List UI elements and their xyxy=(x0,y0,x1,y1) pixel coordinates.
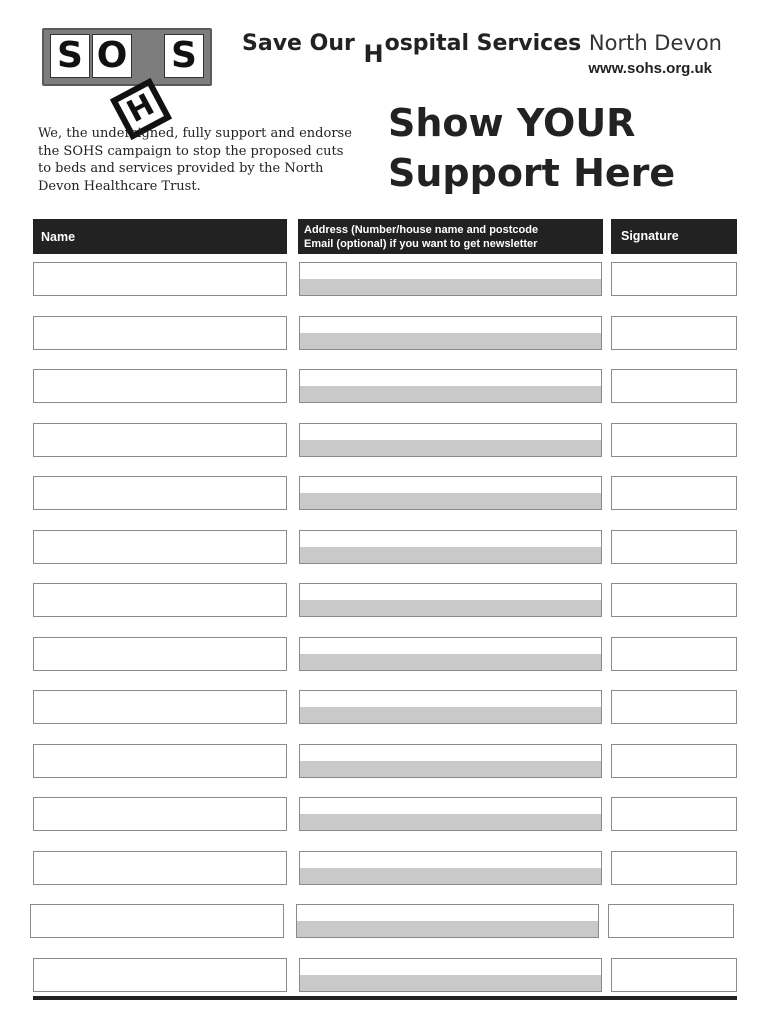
address-field[interactable] xyxy=(299,476,602,510)
petition-statement: We, the undersigned, fully support and endorse the SOHS campaign to stop the proposed cuts to beds and services provided by the North Devon Healthcare Trust. xyxy=(38,126,352,194)
email-line-shade xyxy=(300,493,601,509)
logo-tile-s: S xyxy=(50,34,90,78)
logo-tile-h: H xyxy=(110,78,172,140)
signature-field[interactable] xyxy=(611,958,737,992)
email-line-shade xyxy=(300,654,601,670)
name-field[interactable] xyxy=(33,958,287,992)
signature-field[interactable] xyxy=(611,690,737,724)
name-field[interactable] xyxy=(33,423,287,457)
address-field[interactable] xyxy=(299,797,602,831)
column-header-address: Address (Number/house name and postcode Email (optional) if you want to get newsletter xyxy=(298,219,603,254)
signature-field[interactable] xyxy=(611,851,737,885)
address-field[interactable] xyxy=(299,583,602,617)
signature-field[interactable] xyxy=(611,262,737,296)
column-header-name: Name xyxy=(33,219,287,254)
signature-field[interactable] xyxy=(611,583,737,617)
signature-field[interactable] xyxy=(611,423,737,457)
name-field[interactable] xyxy=(33,316,287,350)
email-line-shade xyxy=(300,547,601,563)
address-field[interactable] xyxy=(299,530,602,564)
region-name: North Devon xyxy=(588,31,722,55)
signature-field[interactable] xyxy=(611,476,737,510)
name-field[interactable] xyxy=(33,369,287,403)
website-link[interactable]: www.sohs.org.uk xyxy=(588,60,712,77)
address-field[interactable] xyxy=(299,851,602,885)
bottom-rule xyxy=(33,996,737,1000)
signature-field[interactable] xyxy=(611,637,737,671)
email-line-shade xyxy=(300,333,601,349)
email-line-shade xyxy=(300,600,601,616)
name-field[interactable] xyxy=(30,904,284,938)
name-field[interactable] xyxy=(33,583,287,617)
address-field[interactable] xyxy=(299,369,602,403)
address-field[interactable] xyxy=(299,262,602,296)
email-line-shade xyxy=(300,814,601,830)
name-field[interactable] xyxy=(33,744,287,778)
name-field[interactable] xyxy=(33,690,287,724)
name-field[interactable] xyxy=(33,637,287,671)
address-field[interactable] xyxy=(299,958,602,992)
logo-tile-o: O xyxy=(92,34,132,78)
email-line-shade xyxy=(300,707,601,723)
logo-tile-s2: S xyxy=(164,34,204,78)
email-line-shade xyxy=(300,761,601,777)
address-field[interactable] xyxy=(299,423,602,457)
address-field[interactable] xyxy=(299,637,602,671)
address-field[interactable] xyxy=(299,316,602,350)
signature-field[interactable] xyxy=(611,369,737,403)
address-field[interactable] xyxy=(299,744,602,778)
name-field[interactable] xyxy=(33,262,287,296)
organisation-name: Save Our Hospital Services North Devon xyxy=(242,31,722,68)
address-field[interactable] xyxy=(299,690,602,724)
email-line-shade xyxy=(300,279,601,295)
name-field[interactable] xyxy=(33,476,287,510)
signature-field[interactable] xyxy=(611,744,737,778)
email-line-shade xyxy=(300,975,601,991)
email-line-shade xyxy=(300,868,601,884)
email-line-shade xyxy=(300,440,601,456)
signature-field[interactable] xyxy=(611,316,737,350)
name-field[interactable] xyxy=(33,851,287,885)
page-headline: Show YOUR Support Here xyxy=(388,101,676,195)
signature-field[interactable] xyxy=(608,904,734,938)
name-field[interactable] xyxy=(33,530,287,564)
signature-field[interactable] xyxy=(611,797,737,831)
email-line-shade xyxy=(297,921,598,937)
address-field[interactable] xyxy=(296,904,599,938)
column-header-signature: Signature xyxy=(611,219,737,254)
signature-field[interactable] xyxy=(611,530,737,564)
name-field[interactable] xyxy=(33,797,287,831)
email-line-shade xyxy=(300,386,601,402)
